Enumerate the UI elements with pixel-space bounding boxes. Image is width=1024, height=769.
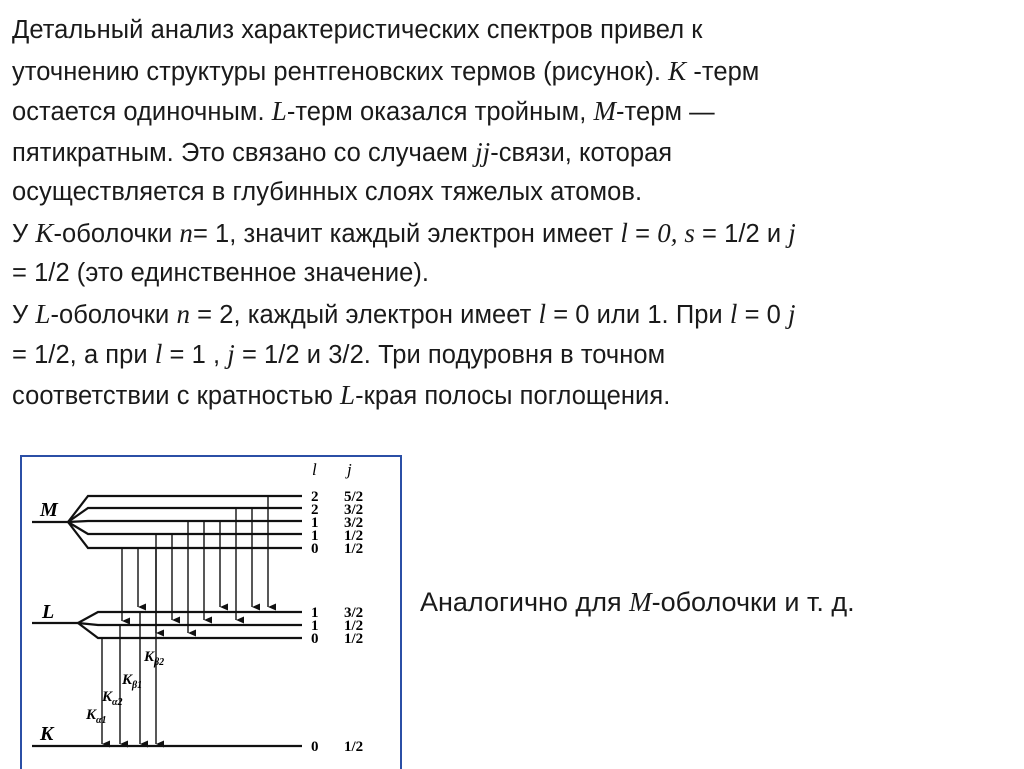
L-level-2 xyxy=(78,623,302,625)
text-line-7 xyxy=(12,253,1012,294)
text-fragment: = 1, значит каждый электрон имеет xyxy=(192,219,621,248)
text-line-8 xyxy=(12,294,1012,335)
text-fragment: = 0 xyxy=(737,300,789,329)
M-level-4 xyxy=(68,522,302,534)
text-fragment: 0, xyxy=(657,217,685,248)
text-fragment: = 1/2 (это единственное значение). xyxy=(12,259,430,287)
L-level-1 xyxy=(78,612,302,623)
main-text xyxy=(12,10,1012,415)
symbol-j: j xyxy=(788,217,796,248)
K-line-labels xyxy=(85,649,164,726)
L-shell-lines xyxy=(32,612,302,638)
text-fragment: У xyxy=(12,219,36,248)
shell-label-M: M xyxy=(40,499,58,521)
M3-j: 3/2 xyxy=(344,515,364,531)
symbol-L: L xyxy=(35,298,51,329)
L1-l: 1 xyxy=(311,605,319,621)
text-fragment: -связи, которая xyxy=(490,138,673,167)
symbol-l: l xyxy=(154,339,163,369)
text-fragment: Детальный анализ характеристических спектров привел к xyxy=(12,16,703,44)
text-fragment: -края полосы поглощения. xyxy=(355,381,671,410)
caption-text xyxy=(420,587,855,618)
text-fragment: = 1/2, а при xyxy=(12,341,155,369)
shell-label-L: L xyxy=(42,601,55,623)
M4-j: 1/2 xyxy=(344,528,364,544)
L-quantum-numbers xyxy=(311,605,363,647)
K-l: 0 xyxy=(311,739,319,755)
header-j: j xyxy=(347,460,352,479)
text-fragment: -терм xyxy=(686,57,760,86)
symbol-K: K xyxy=(35,217,54,248)
M2-j: 3/2 xyxy=(344,502,364,518)
M5-j: 1/2 xyxy=(344,541,364,557)
text-fragment: соответствии с кратностью xyxy=(12,381,341,410)
M1-l: 2 xyxy=(311,489,319,505)
M4-l: 1 xyxy=(311,528,319,544)
text-line-6 xyxy=(12,213,1012,254)
text-line-10 xyxy=(12,375,1012,416)
symbol-jj: jj xyxy=(475,136,491,167)
L3-l: 0 xyxy=(311,631,319,647)
header-l: l xyxy=(312,460,317,479)
symbol-K: K xyxy=(668,55,687,86)
text-fragment: = 2, каждый электрон имеет xyxy=(190,300,539,329)
text-line-1 xyxy=(12,10,1012,51)
text-fragment: пятикратным. Это связано со случаем xyxy=(12,138,476,167)
label-Kalpha1: $K_{\alpha 1}$ xyxy=(86,707,107,726)
text-fragment: -оболочки xyxy=(53,219,180,248)
text-fragment: осуществляется в глубинных слоях тяжелых атомов. xyxy=(12,178,643,206)
energy-level-diagram xyxy=(20,455,402,769)
text-fragment: уточнению структуры рентгеновских термов (рисунок). xyxy=(12,57,669,86)
text-fragment: = xyxy=(627,219,658,248)
text-fragment: -терм оказался тройным, xyxy=(286,98,594,126)
symbol-n: n xyxy=(176,298,190,329)
label-Kalpha2: $K_{\alpha 2}$ xyxy=(102,689,123,708)
M3-l: 1 xyxy=(311,515,319,531)
text-fragment: Аналогично для xyxy=(420,587,630,617)
symbol-L: L xyxy=(340,379,356,410)
symbol-l: l xyxy=(620,217,628,248)
text-line-2 xyxy=(12,51,1012,92)
L1-j: 3/2 xyxy=(344,605,364,621)
text-fragment: = 1/2 и 3/2. Три подуровня в точном xyxy=(234,341,666,369)
text-fragment: = 0 или 1. При xyxy=(546,300,730,329)
symbol-l: l xyxy=(538,298,547,329)
M2-l: 2 xyxy=(311,502,319,518)
to-K-transitions xyxy=(102,548,156,744)
text-fragment: -оболочки и т. д. xyxy=(651,587,855,617)
label-Kbeta1: $K_{\beta 1}$ xyxy=(122,672,143,691)
L3-j: 1/2 xyxy=(344,631,364,647)
M-shell-lines xyxy=(32,496,302,548)
L2-l: 1 xyxy=(311,618,319,634)
text-fragment: -терм — xyxy=(616,98,715,126)
text-line-3 xyxy=(12,91,1012,132)
symbol-j: j xyxy=(227,339,235,369)
label-Kbeta2: $K_{\beta 2}$ xyxy=(144,649,165,668)
M5-l: 0 xyxy=(311,541,319,557)
diagram-svg xyxy=(22,457,400,769)
text-line-9 xyxy=(12,334,1012,375)
K-quantum-numbers xyxy=(311,739,363,755)
symbol-M: M xyxy=(593,96,617,126)
text-line-5 xyxy=(12,172,1012,213)
L2-j: 1/2 xyxy=(344,618,364,634)
text-fragment: = 1/2 и xyxy=(694,219,789,248)
symbol-M: M xyxy=(629,587,652,617)
symbol-l: l xyxy=(729,298,738,329)
text-fragment: остается одиночным. xyxy=(12,98,272,126)
symbol-n: n xyxy=(179,217,193,248)
text-fragment: У xyxy=(12,300,36,329)
M1-j: 5/2 xyxy=(344,489,364,505)
symbol-L: L xyxy=(271,96,287,126)
shell-label-K: K xyxy=(40,723,54,745)
text-fragment: = 1 , xyxy=(162,341,228,369)
M-level-3 xyxy=(68,521,302,522)
text-line-4 xyxy=(12,132,1012,173)
K-j: 1/2 xyxy=(344,739,364,755)
symbol-j: j xyxy=(788,298,796,329)
M-quantum-numbers xyxy=(311,489,363,557)
text-fragment: -оболочки xyxy=(50,300,177,329)
symbol-s: s xyxy=(684,217,695,248)
